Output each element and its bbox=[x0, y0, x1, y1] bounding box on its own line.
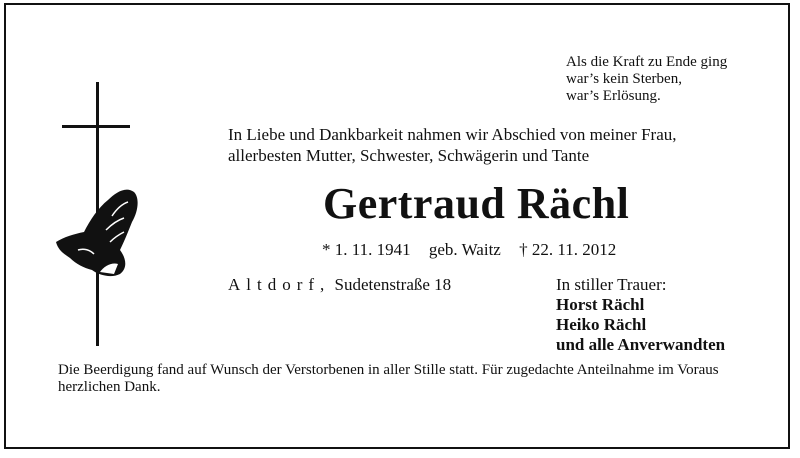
intro-line: allerbesten Mutter, Schwester, Schwägerin und Tante bbox=[228, 146, 590, 165]
motto-line: war’s Erlösung. bbox=[566, 88, 661, 104]
mourners-names bbox=[556, 295, 725, 355]
mourner-name: und alle Anverwandten bbox=[556, 335, 726, 354]
address bbox=[228, 275, 451, 295]
mourners-heading: In stiller Trauer: bbox=[556, 275, 667, 294]
cross-with-praying-hands bbox=[54, 82, 154, 348]
funeral-note: Die Beerdigung fand auf Wunsch der Verstorbenen in aller Stille statt. Für zugedachte Anteilnahme im Voraus herzlichen Dank. bbox=[58, 362, 719, 395]
mourners-block bbox=[556, 275, 725, 355]
intro-line: In Liebe und Dankbarkeit nahmen wir Abschied von meiner Frau, bbox=[228, 125, 677, 144]
life-dates bbox=[322, 240, 630, 260]
motto-line: war’s kein Sterben, bbox=[566, 71, 682, 87]
mourner-name: Horst Rächl bbox=[556, 295, 645, 314]
death-date: † 22. 11. 2012 bbox=[519, 240, 617, 259]
street: Sudetenstraße 18 bbox=[334, 275, 452, 294]
mourner-name: Heiko Rächl bbox=[556, 315, 647, 334]
motto-verse bbox=[566, 54, 727, 105]
deceased-name: Gertraud Rächl bbox=[323, 179, 630, 228]
motto-line: Als die Kraft zu Ende ging bbox=[566, 54, 728, 70]
birth-date: * 1. 11. 1941 bbox=[322, 240, 411, 259]
intro-text bbox=[228, 124, 676, 166]
town: Altdorf, bbox=[228, 275, 331, 294]
maiden-name: geb. Waitz bbox=[428, 240, 501, 259]
